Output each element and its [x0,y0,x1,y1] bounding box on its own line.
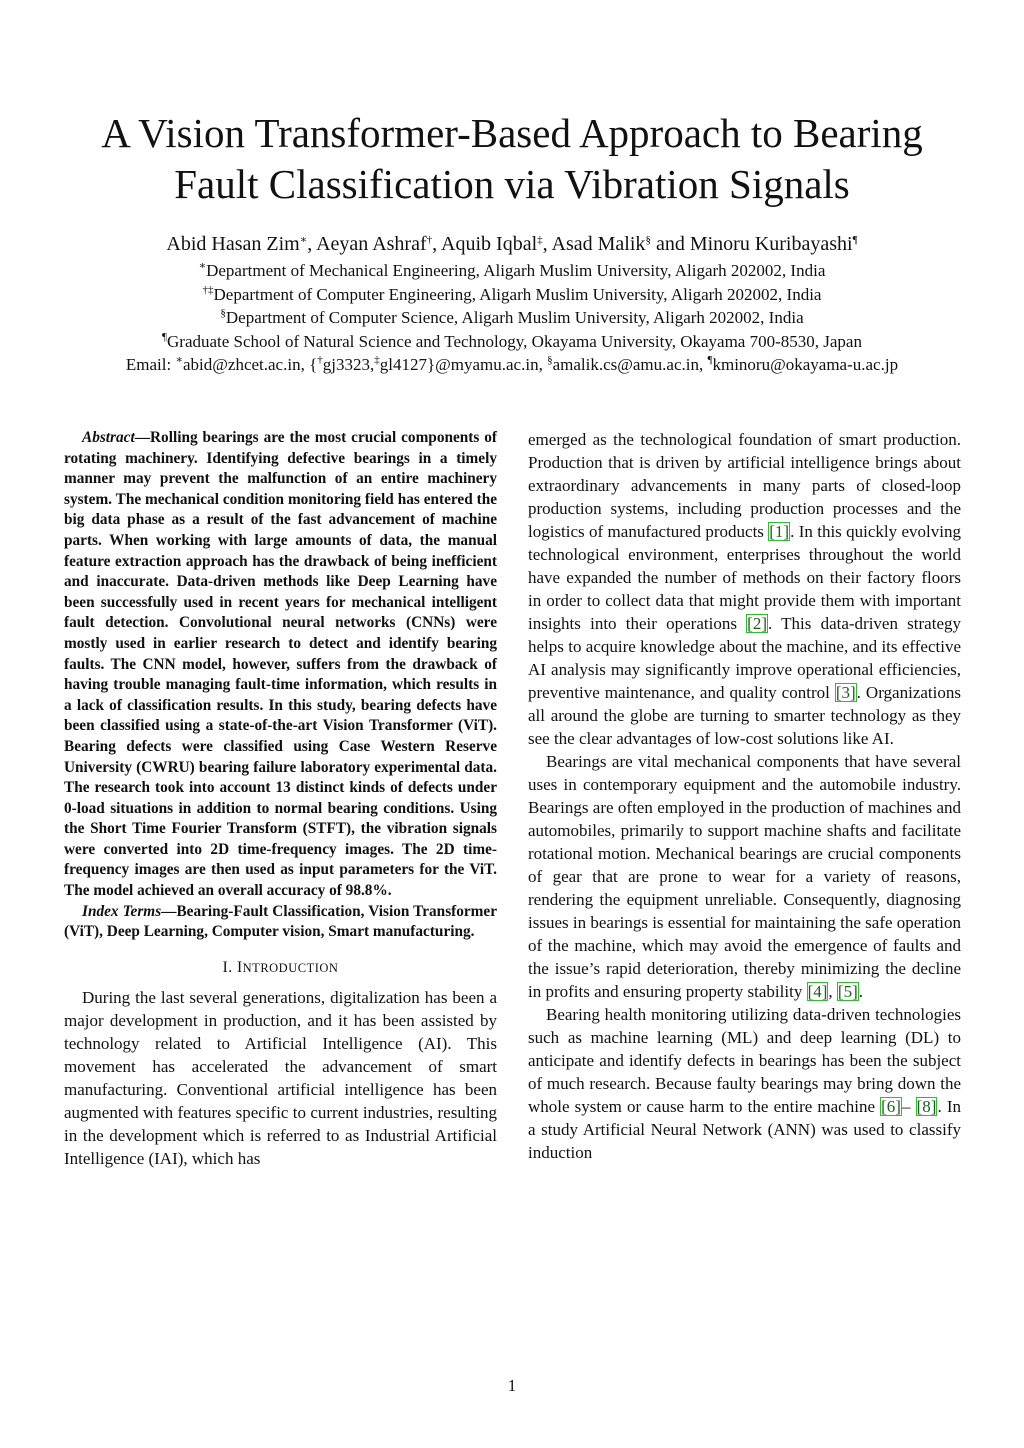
author-separator: , [542,233,552,255]
email-line [0,353,1024,377]
author-separator: and [650,233,690,255]
affiliation-4 [0,330,1024,354]
email-mark: ‡ [374,354,380,367]
affiliation-3 [0,306,1024,330]
author-4-mark: § [645,234,651,246]
author-4: Asad Malik [551,233,646,255]
author-1-mark: ∗ [299,234,308,246]
right-column [528,428,961,1164]
section-heading-introduction [64,956,497,980]
paragraph-text: Bearings are vital mechanical components that have several uses in contemporary equipment and the automobile industry. Bearings are often employed in the production of machines and automobiles, primarily to support machine shafts and facilitate rotational motion. Mechanical bearings are crucial components of gear that are prone to wear for a variety of reasons, rendering the equipment unreliable. Consequently, diagnosing issues in bearings is essential for maintaining the safe operation of the machine, which may avoid the emergence of faults and the issue’s rapid deterioration, thereby minimizing the decline in profits and ensuring property stability [528,752,961,1001]
affiliation-mark: § [220,307,226,320]
paragraph-text: emerged as the technological foundation of smart production. Production that is driven by artificial intelligence brings about extraordinary advancements in many parts of closed-loop production systems, including production processes and the logistics of manufactured products [528,430,961,541]
section-title-rest: NTRODUCTION [242,960,339,975]
email-address[interactable]: gj3323, [322,355,375,375]
affiliation-text: Department of Computer Science, Aligarh Muslim University, Aligarh 202002, India [225,308,804,328]
email-address[interactable]: abid@zhcet.ac.in, { [182,355,318,375]
citation-link[interactable]: [8] [916,1097,937,1116]
affiliation-1 [0,259,1024,283]
citation-link[interactable]: [4] [807,982,828,1001]
intro-paragraph-2 [528,428,961,750]
paragraph-text: . In this quickly evolving technological environment, enterprises throughout the world have expanded the number of methods on their factory floors in order to collect data that might provide them with important insights into their operations [528,522,961,633]
affiliation-2 [0,283,1024,307]
paragraph-text: . In a study Artificial Neural Network (ANN) was used to classify induction [528,1097,961,1162]
email-address[interactable]: gl4127}@myamu.ac.in, [379,355,548,375]
title-line-2: Fault Classification via Vibration Signals [174,161,850,207]
index-terms-text: —Bearing-Fault Classification, Vision Transformer (ViT), Deep Learning, Computer vision, Smart manufacturing. [64,902,497,941]
author-3: Aquib Iqbal [441,233,538,255]
email-mark: § [547,354,553,367]
author-separator: , [307,233,317,255]
paragraph-text: – [901,1097,916,1116]
citation-link[interactable]: [5] [837,982,858,1001]
paragraph-text: Bearing health monitoring utilizing data-driven technologies such as machine learning (ML) and deep learning (DL) to anticipate and identify defects in bearings has been the subject of much research. Because faulty bearings may bring down the whole system or cause harm to the entire machine [528,1005,961,1116]
citation-link[interactable]: [6] [881,1097,901,1116]
affiliation-mark: ∗ [198,260,207,272]
title-line-1: A Vision Transformer-Based Approach to Bearing [101,110,923,156]
intro-paragraph-3 [528,750,961,1003]
abstract-label: Abstract [82,429,135,446]
abstract-text: —Rolling bearings are the most crucial components of rotating machinery. Identifying defective bearings in a timely manner may prevent the malfunction of an entire machinery system. The mechanical condition monitoring field has entered the big data phase as a result of the fast advancement of machine parts. When working with large amounts of data, the manual feature extraction approach has the drawback of being inefficient and inaccurate. Data-driven methods like Deep Learning have been successfully used in recent years for mechanical intelligent fault detection. Convolutional neural networks (CNNs) were mostly used in earlier research to detect and identify bearing faults. The CNN model, however, suffers from the drawback of having trouble managing fault-time information, which results in a lack of classification results. In this study, bearing defects have been classified using a state-of-the-art Vision Transformer (ViT). Bearing defects were classified using Case Western Reserve University (CWRU) bearing failure laboratory experimental data. The research took into account 13 distinct kinds of defects under 0-load situations in addition to normal bearing conditions. Using the Short Time Fourier Transform (STFT), the vibration signals were converted into 2D time-frequency images. The 2D time-frequency images are then used as input parameters for the ViT. The model achieved an overall accuracy of 98.8%. [64,429,497,900]
paper-title [0,108,1024,210]
paragraph-text: , [828,982,837,1001]
author-list [0,232,1024,256]
affiliation-mark: ¶ [162,330,167,343]
email-mark: ¶ [707,354,713,367]
page-number: 1 [507,1376,517,1395]
affiliation-text: Department of Computer Engineering, Aligarh Muslim University, Aligarh 202002, India [213,284,822,304]
author-5-mark: ¶ [852,234,858,246]
left-column [64,428,497,1170]
author-1: Abid Hasan Zim [166,233,300,255]
email-address[interactable]: amalik.cs@amu.ac.in, [552,355,708,375]
citation-link[interactable]: [3] [835,683,856,702]
paragraph-text: . This data-driven strategy helps to acquire knowledge about the machine, and its effective AI analysis may significantly improve operational efficiencies, preventive maintenance, and quality control [528,614,961,702]
section-title-initial: I [236,958,243,976]
email-label: Email: [125,355,176,375]
affiliation-mark: †‡ [202,283,214,296]
intro-paragraph-4 [528,1003,961,1164]
paragraph-text: . [858,982,863,1001]
author-separator: , [432,233,442,255]
citation-link[interactable]: [2] [747,614,767,633]
affiliation-text: Department of Mechanical Engineering, Aligarh Muslim University, Aligarh 202002, India [206,261,826,280]
author-2-mark: † [426,234,433,246]
abstract [64,428,497,902]
index-terms [64,902,497,943]
affiliation-text: Graduate School of Natural Science and Technology, Okayama University, Okayama 700-8530, Japan [167,331,862,351]
intro-paragraph-1: During the last several generations, digitalization has been a major development in production, and it has been assisted by technology related to Artificial Intelligence (AI). This movement has accelerated the advancement of smart manufacturing. Conventional artificial intelligence has been augmented with features specific to current industries, resulting in the development which is referred to as Industrial Artificial Intelligence (IAI), which has [64,987,497,1168]
citation-link[interactable]: [1] [769,522,790,541]
author-5: Minoru Kuribayashi [689,233,853,255]
paragraph-text: . Organizations all around the globe are turning to smarter technology as they see the clear advantages of low-cost solutions like AI. [528,683,961,748]
email-mark: † [317,354,323,367]
author-3-mark: ‡ [537,234,543,246]
index-terms-label: Index Terms [82,902,162,920]
email-address[interactable]: kminoru@okayama-u.ac.jp [712,355,899,375]
affiliations [0,259,1024,377]
email-mark: ∗ [175,354,183,367]
author-2: Aeyan Ashraf [316,233,427,255]
section-number: I. [222,958,237,976]
